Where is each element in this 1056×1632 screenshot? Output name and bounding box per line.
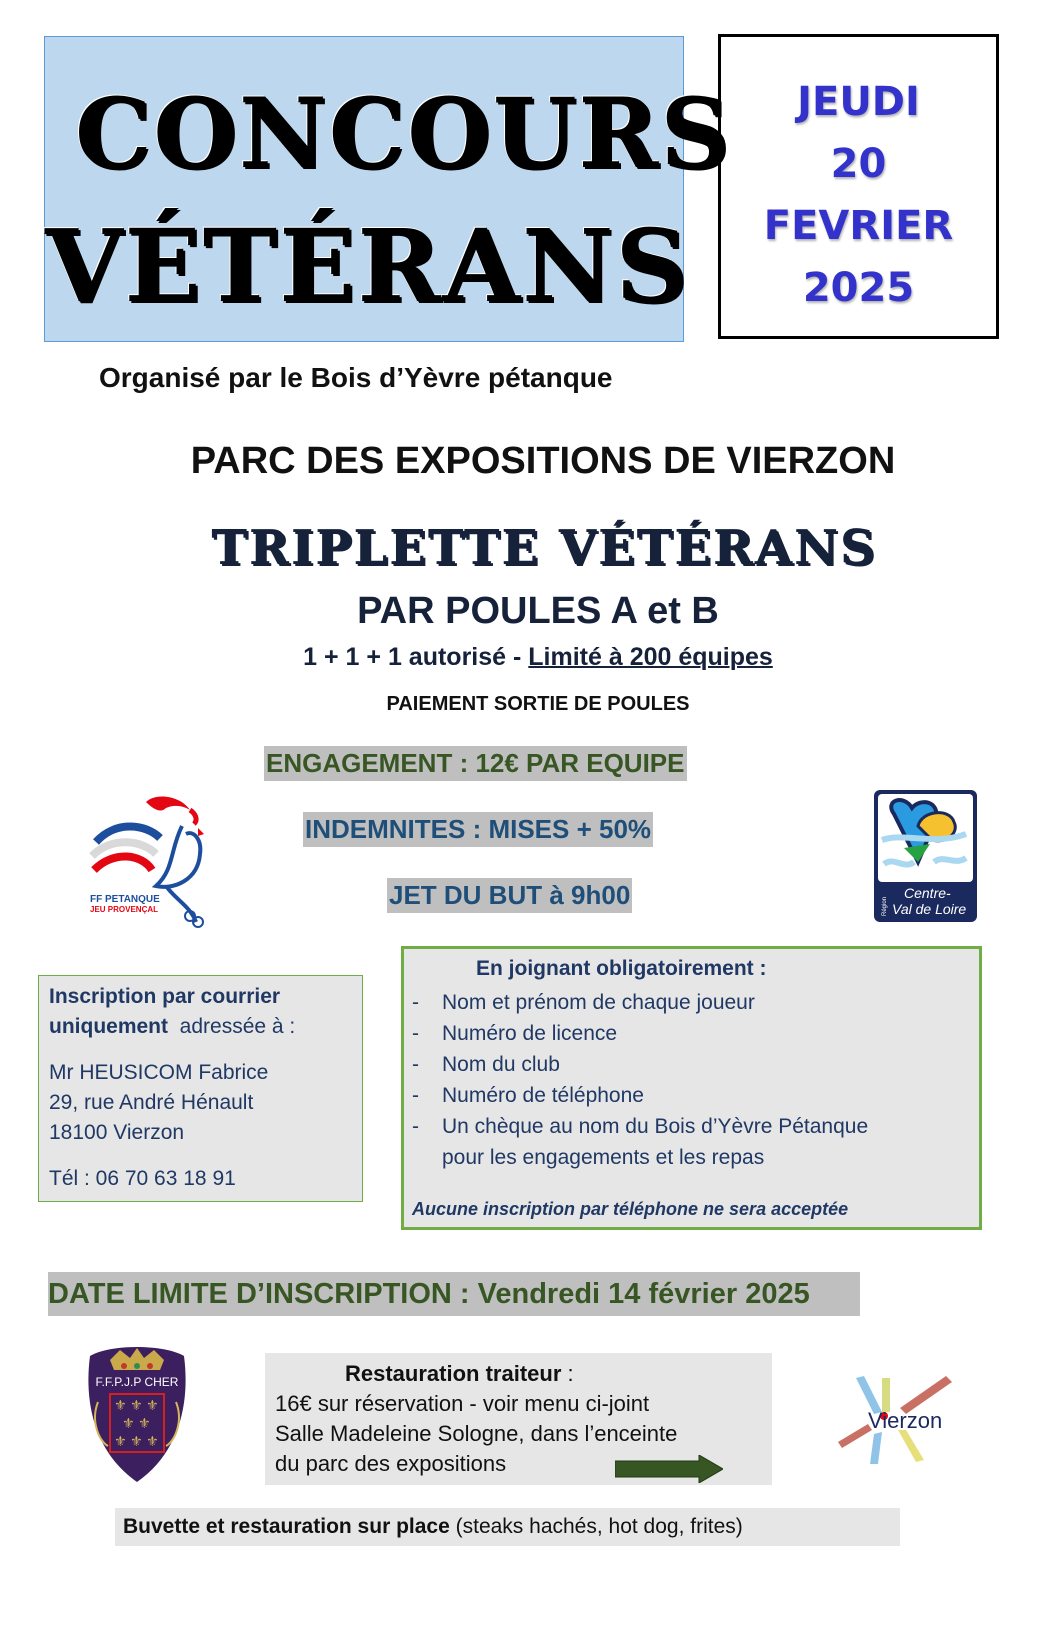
svg-text:⚜: ⚜ — [122, 1416, 135, 1432]
inscription-box — [38, 975, 363, 1202]
requirements-box — [401, 946, 982, 1230]
list-item: - Un chèque au nom du Bois d’Yèvre Pétanque — [412, 1115, 869, 1138]
registration-deadline: DATE LIMITE D’INSCRIPTION : Vendredi 14 février 2025 — [48, 1272, 860, 1316]
buvette-bold: Buvette et restauration sur place — [123, 1515, 450, 1538]
title-box — [44, 36, 732, 342]
buvette-note — [115, 1508, 900, 1546]
date-year: 2025 — [802, 265, 915, 311]
restauration-title: Restauration traiteur : — [345, 1361, 574, 1386]
format-rule-plain: 1 + 1 + 1 autorisé - — [303, 643, 529, 671]
inscription-addressed: adressée à : — [168, 1015, 296, 1038]
inscription-city: 18100 Vierzon — [49, 1121, 185, 1144]
svg-text:⚜: ⚜ — [114, 1434, 127, 1450]
list-item: - Numéro de licence — [412, 1022, 618, 1045]
format-rule — [0, 643, 1056, 672]
venue: PARC DES EXPOSITIONS DE VIERZON — [190, 440, 896, 482]
start-time: JET DU BUT à 9h00 — [387, 878, 632, 913]
svg-text:⚜: ⚜ — [146, 1398, 159, 1414]
title-line-2: VÉTÉRANS — [45, 207, 690, 325]
date-box — [718, 34, 999, 339]
engagement-fee: ENGAGEMENT : 12€ PAR EQUIPE — [264, 746, 687, 781]
vierzon-rays-icon — [834, 1372, 964, 1468]
restauration-location: Salle Madeleine Sologne, dans l’enceinte — [275, 1421, 678, 1446]
indemnites: INDEMNITES : MISES + 50% — [303, 812, 653, 847]
rooster-icon — [86, 790, 216, 930]
inscription-heading-2: uniquement — [49, 1015, 168, 1038]
svg-text:JEU PROVENÇAL: JEU PROVENÇAL — [90, 905, 159, 914]
organizer: Organisé par le Bois d’Yèvre pétanque — [99, 362, 613, 393]
list-item: - Numéro de téléphone — [412, 1084, 644, 1107]
restauration-location-2: du parc des expositions — [275, 1451, 507, 1476]
inscription-name: Mr HEUSICOM Fabrice — [49, 1061, 269, 1084]
payment-note: PAIEMENT SORTIE DE POULES — [386, 693, 690, 715]
inscription-heading: Inscription par courrier — [49, 985, 281, 1008]
arrow-right-icon — [615, 1455, 723, 1483]
title-line-1: CONCOURS — [75, 77, 732, 190]
requirements-footer: Aucune inscription par téléphone ne sera acceptée — [412, 1199, 849, 1219]
svg-text:⚜: ⚜ — [130, 1398, 143, 1414]
requirements-title: En joignant obligatoirement : — [476, 957, 767, 980]
region-centre-logo — [874, 790, 977, 922]
ff-petanque-logo — [86, 790, 216, 930]
list-item: - Nom et prénom de chaque joueur — [412, 991, 755, 1014]
svg-text:⚜: ⚜ — [138, 1416, 151, 1432]
inscription-street: 29, rue André Hénault — [49, 1091, 254, 1114]
restauration-price: 16€ sur réservation - voir menu ci-joint — [275, 1391, 650, 1416]
date-day-name: JEUDI — [797, 79, 920, 125]
vierzon-logo — [834, 1372, 964, 1468]
date-day: 20 — [830, 141, 887, 187]
svg-text:⚜: ⚜ — [114, 1398, 127, 1414]
svg-text:FF PETANQUE: FF PETANQUE — [90, 894, 160, 905]
restauration-box — [265, 1353, 772, 1485]
date-month: FEVRIER — [763, 203, 954, 249]
format-title: TRIPLETTE VÉTÉRANS — [211, 520, 877, 576]
ffpjp-cher-logo — [80, 1342, 194, 1484]
svg-text:⚜: ⚜ — [146, 1434, 159, 1450]
svg-text:Vierzon: Vierzon — [868, 1408, 943, 1433]
shield-icon — [80, 1342, 194, 1484]
svg-text:Centre-: Centre- — [904, 885, 951, 901]
inscription-phone: Tél : 06 70 63 18 91 — [49, 1167, 236, 1190]
svg-text:F.F.P.J.P CHER: F.F.P.J.P CHER — [95, 1375, 179, 1389]
list-item-continuation: pour les engagements et les repas — [442, 1146, 765, 1169]
svg-text:Val de Loire: Val de Loire — [892, 901, 967, 917]
buvette-details: (steaks hachés, hot dog, frites) — [449, 1515, 743, 1538]
svg-text:⚜: ⚜ — [130, 1434, 143, 1450]
region-heart-icon — [874, 790, 977, 922]
requirements-list — [412, 987, 868, 1173]
list-item: - Nom du club — [412, 1053, 560, 1076]
format-rule-limit: Limité à 200 équipes — [528, 643, 773, 671]
format-subtitle: PAR POULES A et B — [357, 590, 719, 632]
svg-text:Région: Région — [882, 896, 888, 916]
